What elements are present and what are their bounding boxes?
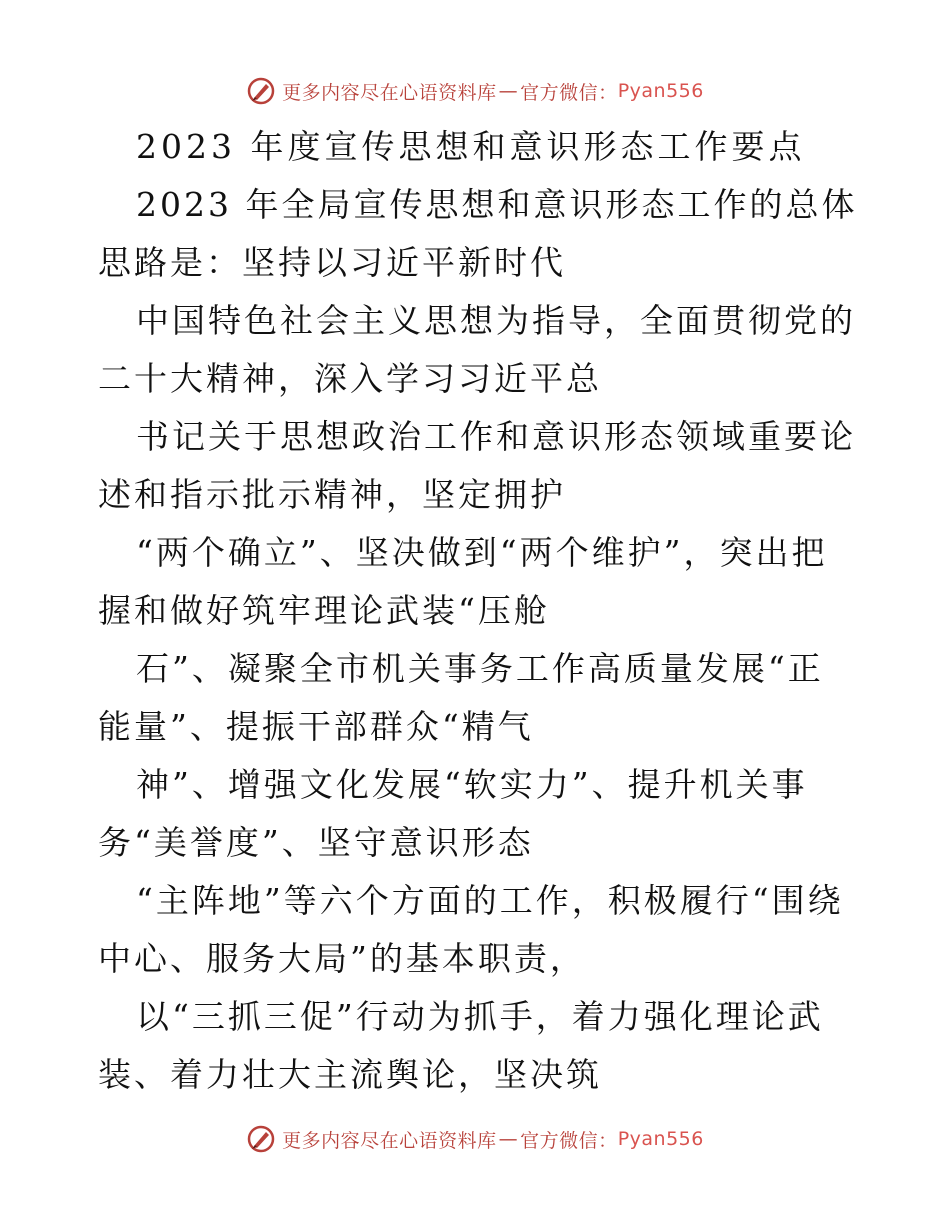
watermark-site-text: 更多内容尽在心语资料库 xyxy=(282,1129,497,1152)
paragraph: 2023 年全局宣传思想和意识形态工作的总体思路是：坚持以习近平新时代 xyxy=(98,185,858,282)
paragraph: 以“三抓三促”行动为抓手，着力强化理论武装、着力壮大主流舆论，坚决筑 xyxy=(98,997,824,1094)
document-body xyxy=(98,118,858,1104)
watermark-official-label: 官方微信： xyxy=(520,1129,618,1152)
watermark-site-text: 更多内容尽在心语资料库 xyxy=(282,81,497,104)
paragraph: 书记关于思想政治工作和意识形态领域重要论述和指示批示精神，坚定拥护 xyxy=(98,417,856,514)
quill-pen-logo-icon xyxy=(246,1124,276,1154)
watermark-account: Pyan556 xyxy=(617,80,704,102)
paragraph: “主阵地”等六个方面的工作，积极履行“围绕中心、服务大局”的基本职责， xyxy=(98,881,844,978)
quill-pen-logo-icon xyxy=(246,76,276,106)
watermark-account: Pyan556 xyxy=(617,1128,704,1150)
paragraph: 神”、增强文化发展“软实力”、提升机关事务“美誉度”、坚守意识形态 xyxy=(98,765,808,862)
document-title: 2023 年度宣传思想和意识形态工作要点 xyxy=(136,127,806,166)
watermark-official-label: 官方微信： xyxy=(520,81,618,104)
paragraph: 石”、凝聚全市机关事务工作高质量发展“正能量”、提振干部群众“精气 xyxy=(98,649,824,746)
header-watermark xyxy=(0,74,950,108)
watermark-dash: — xyxy=(498,80,519,102)
paragraph: 中国特色社会主义思想为指导，全面贯彻党的二十大精神，深入学习习近平总 xyxy=(98,301,856,398)
footer-watermark xyxy=(0,1122,950,1156)
paragraph: “两个确立”、坚决做到“两个维护”，突出把握和做好筑牢理论武装“压舱 xyxy=(98,533,828,630)
watermark-dash: — xyxy=(498,1128,519,1150)
